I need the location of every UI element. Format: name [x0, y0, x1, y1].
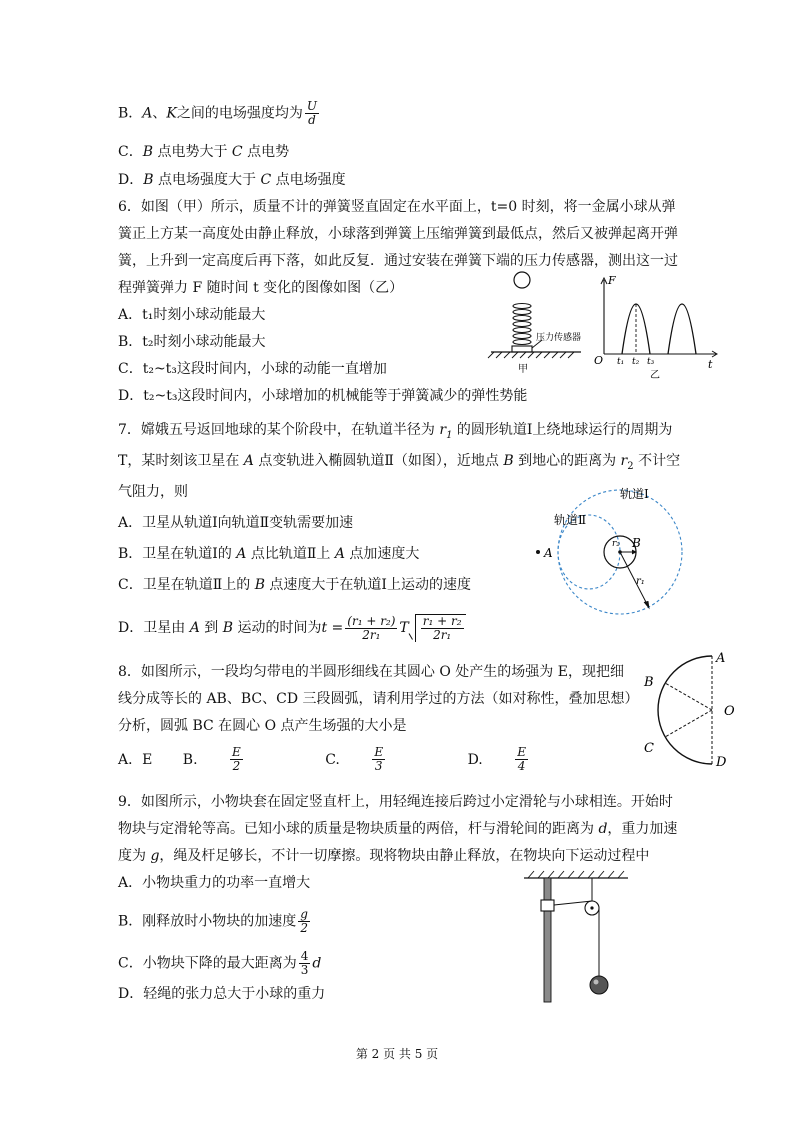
q8-options — [118, 746, 606, 773]
hanging-ball — [590, 976, 608, 994]
q9-option-b: B．刚释放时小物块的加速度 $\frac{g}{2}$ — [118, 907, 308, 935]
point-b-label: B — [632, 536, 641, 550]
q9-option-c: C．小物块下降的最大距离为 $\frac{4}{3}$ d — [118, 949, 322, 977]
q9-option-a: A．小物块重力的功率一直增大 — [118, 875, 311, 891]
q8-option-a: A．E — [118, 751, 153, 768]
q6-option-c: C．t₂~t₃这段时间内，小球的动能一直增加 — [118, 361, 387, 377]
point-a-label: A — [544, 546, 553, 560]
q8-semicircle-figure — [630, 648, 750, 772]
q6-force-time-graph — [592, 272, 720, 384]
vertical-rod — [544, 878, 551, 1002]
q6-option-a: A．t₁时刻小球动能最大 — [118, 307, 266, 323]
spring-coil — [513, 304, 531, 345]
q7-stem-line-2: T，某时刻该卫星在 A 点变轨进入椭圆轨道Ⅱ（如图），近地点 B 到地心的距离为 $r_2$ 不计空 — [118, 453, 681, 472]
q9-pulley-figure — [518, 868, 634, 1006]
q9-stem-line-3: 度为 g，绳及杆足够长，不计一切摩擦。现将物块由静止释放，在物块向下运动过程中 — [118, 848, 650, 864]
q6-option-b: B．t₂时刻小球动能最大 — [118, 334, 266, 350]
figure-yi-label: 乙 — [650, 370, 660, 381]
point-a-dot — [536, 550, 540, 554]
q7-stem-line-3: 气阻力，则 — [118, 484, 188, 500]
axis-t-label: t — [708, 358, 713, 371]
t2-tick-label: t₂ — [632, 357, 640, 367]
q7-option-a: A．卫星从轨道Ⅰ向轨道Ⅱ变轨需要加速 — [118, 515, 354, 531]
q8-option-d: D. $\frac{E}{4}$ — [467, 745, 526, 773]
q7-option-c: C．卫星在轨道Ⅱ上的 B 点速度大于在轨道Ⅰ上运动的速度 — [118, 577, 471, 593]
q7-stem-line-1: 7．嫦娥五号返回地球的某个阶段中，在轨道半径为 $r_1$ 的圆形轨道Ⅰ上绕地球运行的周期为 — [118, 422, 673, 441]
q6-stem-line-3: 簧，上升到一定高度后再下落，如此反复．通过安装在弹簧下端的压力传感器，测出这一过 — [118, 253, 678, 269]
sensor-label: 压力传感器 — [536, 333, 582, 343]
q5-option-c: C．B 点电势大于 C 点电势 — [118, 144, 290, 160]
ceiling-hatch — [528, 871, 624, 878]
page-footer: 第 2 页 共 5 页 — [355, 1047, 439, 1061]
q8-option-b: B. $\frac{E}{2}$ — [182, 745, 241, 773]
pressure-sensor — [512, 346, 532, 352]
origin-label: O — [594, 354, 604, 367]
point-b-label: B — [644, 675, 654, 690]
q8-option-c: C. $\frac{E}{3}$ — [325, 745, 384, 773]
ball-icon — [514, 272, 530, 288]
q8-stem-line-1: 8．如图所示，一段均匀带电的半圆形细线在其圆心 O 处产生的场强为 E，现把细 — [118, 664, 624, 680]
point-d-label: D — [716, 755, 727, 770]
q6-option-d: D．t₂~t₃这段时间内，小球增加的机械能等于弹簧减少的弹性势能 — [118, 388, 528, 404]
q5-option-b: B．A、K之间的电场强度均为 $\frac{U}{d}$ — [118, 99, 318, 127]
q8-stem-line-3: 分析，圆弧 BC 在圆心 O 点产生场强的大小是 — [118, 718, 407, 734]
q9-stem-line-2: 物块与定滑轮等高。已知小球的质量是物块质量的两倍，杆与滑轮间的距离为 d，重力加速 — [118, 821, 678, 837]
slider-block — [541, 900, 554, 911]
t1-tick-label: t₁ — [617, 357, 625, 367]
q6-spring-figure — [486, 268, 586, 380]
center-o-label: O — [724, 704, 735, 719]
charged-semicircle-arc — [658, 656, 712, 764]
q5-option-d: D．B 点电场强度大于 C 点电场强度 — [118, 172, 346, 188]
force-pulse-2 — [668, 304, 696, 354]
q6-stem-line-1: 6．如图（甲）所示，质量不计的弹簧竖直固定在水平面上，t=0 时刻，将一金属小球从弹 — [118, 199, 676, 215]
point-c-label: C — [644, 741, 654, 756]
q7-time-fraction: $\frac{\text{(r₁ + r₂)}}{\text{2r₁}}$ — [347, 613, 396, 642]
r1-label: r₁ — [636, 576, 645, 587]
figure-jia-label: 甲 — [518, 364, 528, 375]
ground-hatch — [488, 352, 574, 358]
axis-f-label: F — [608, 274, 616, 287]
q6-stem-line-2: 簧正上方某一高度处由静止释放，小球落到弹簧上压缩弹簧到最低点，然后又被弹起离开弹 — [118, 226, 678, 242]
r2-label: r₂ — [612, 539, 620, 549]
q9-stem-line-1: 9．如图所示，小物块套在固定竖直杆上，用轻绳连接后跨过小定滑轮与小球相连。开始时 — [118, 794, 673, 810]
orbit-one-label: 轨道Ⅰ — [620, 487, 649, 501]
q9-option-d: D．轻绳的张力总大于小球的重力 — [118, 986, 326, 1002]
q6-stem-line-4: 程弹簧弹力 F 随时间 t 变化的图像如图（乙） — [118, 280, 404, 296]
q7-orbit-figure — [528, 480, 708, 620]
q7-option-d: D．卫星由 A 到 B 运动的时间为t = $\frac{\text{(r₁ + r₂)}}{\text{2r₁}}$ T $\frac{\text{r₁ + r₂}}{\text{2r₁}}$ — [118, 614, 466, 642]
t3-tick-label: t₃ — [647, 357, 655, 367]
orbit-two-label: 轨道Ⅱ — [554, 513, 587, 527]
q8-stem-line-2: 线分成等长的 AB、BC、CD 三段圆弧，请利用学过的方法（如对称性，叠加思想） — [118, 691, 639, 707]
q7-square-root: $\frac{\text{r₁ + r₂}}{\text{2r₁}}$ — [415, 614, 466, 642]
q7-option-b: B．卫星在轨道Ⅰ的 A 点比轨道Ⅱ上 A 点加速度大 — [118, 546, 420, 562]
point-a-label: A — [716, 651, 726, 666]
q5-fraction-u-over-d: $\frac{U}{d}$ — [306, 99, 318, 127]
